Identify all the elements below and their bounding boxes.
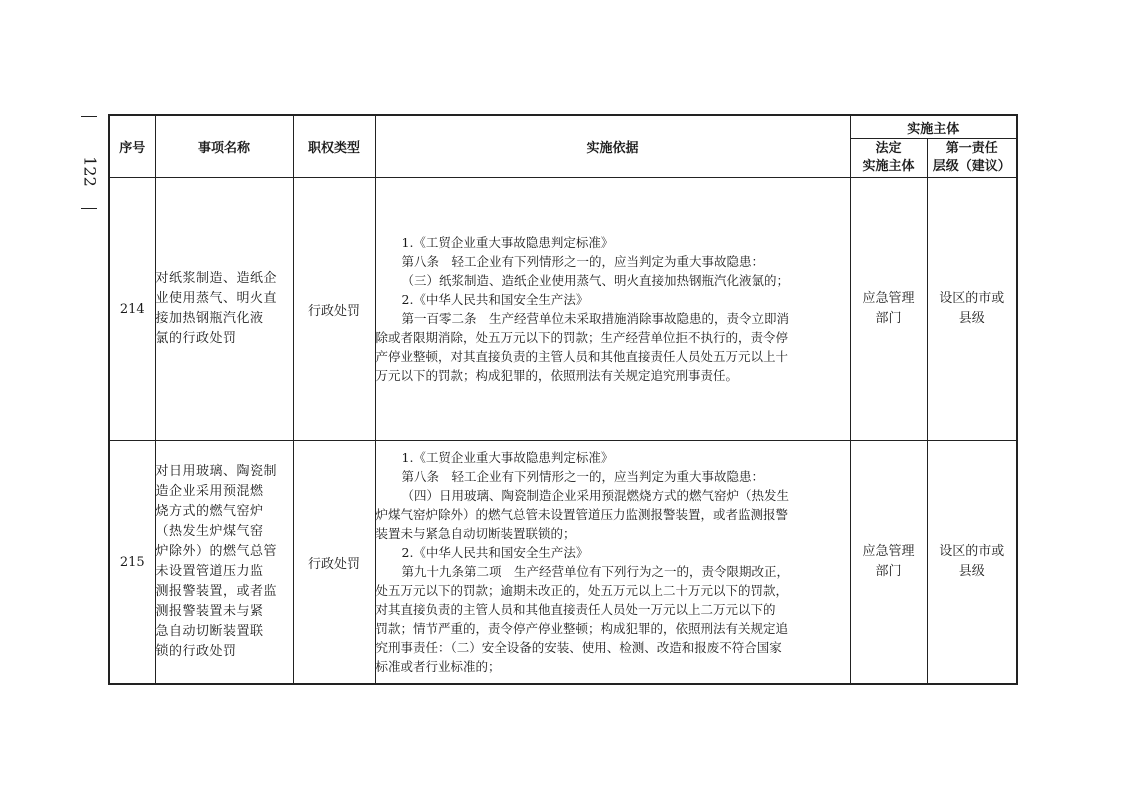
row-responsibility-level bbox=[927, 178, 1017, 441]
row-power-type: 行政处罚 bbox=[293, 441, 375, 685]
item-name-line: 氯的行政处罚 bbox=[155, 331, 237, 346]
page-number-text: 122 bbox=[80, 156, 100, 187]
header-subject-group: 实施主体 bbox=[850, 115, 1017, 139]
level-line: 设区的市或 bbox=[939, 291, 1005, 306]
page-number bbox=[70, 112, 110, 222]
header-first-responsibility-line2: 层级（建议） bbox=[932, 159, 1011, 174]
basis-line: 1.《工贸企业重大事故隐患判定标准》 bbox=[401, 450, 614, 465]
header-legal-subject bbox=[850, 139, 927, 178]
row-legal-subject bbox=[850, 441, 927, 685]
basis-line: 第八条 轻工企业有下列情形之一的，应当判定为重大事故隐患： bbox=[401, 254, 765, 269]
item-name-line: 急自动切断装置联 bbox=[155, 624, 264, 639]
legal-subject-line: 部门 bbox=[875, 311, 902, 326]
header-first-responsibility-line1: 第一责任 bbox=[945, 141, 998, 156]
item-name-line: 未设置管道压力监 bbox=[155, 564, 264, 579]
table-header-row-1 bbox=[109, 115, 1017, 139]
legal-subject-line: 应急管理 bbox=[862, 544, 915, 559]
page-number-dash-bottom bbox=[81, 208, 97, 209]
table-row bbox=[109, 441, 1017, 685]
basis-line: 炉煤气窑炉除外）的燃气总管未设置管道压力监测报警装置，或者监测报警 bbox=[375, 507, 789, 522]
item-name-line: 对纸浆制造、造纸企 bbox=[155, 271, 278, 286]
item-name-line: 测报警装置未与紧 bbox=[155, 604, 264, 619]
row-responsibility-level bbox=[927, 441, 1017, 685]
basis-line: 第九十九条第二项 生产经营单位有下列行为之一的，责令限期改正， bbox=[401, 564, 790, 579]
item-name-line: 对日用玻璃、陶瓷制 bbox=[155, 464, 278, 479]
header-legal-subject-line1: 法定 bbox=[875, 141, 902, 156]
basis-line: 对其直接负责的主管人员和其他直接责任人员处一万元以上二万元以下的 bbox=[375, 602, 776, 617]
basis-line: 产停业整顿，对其直接负责的主管人员和其他直接责任人员处五万元以上十 bbox=[375, 349, 789, 364]
level-line: 设区的市或 bbox=[939, 544, 1005, 559]
basis-line: 1.《工贸企业重大事故隐患判定标准》 bbox=[401, 235, 614, 250]
item-name-line: 接加热钢瓶汽化液 bbox=[155, 311, 264, 326]
header-index: 序号 bbox=[109, 115, 155, 178]
header-legal-subject-line2: 实施主体 bbox=[862, 159, 915, 174]
basis-line: 罚款；情节严重的，责令停产停业整顿；构成犯罪的，依照刑法有关规定追 bbox=[375, 621, 789, 636]
row-index: 215 bbox=[109, 441, 155, 685]
row-basis bbox=[375, 441, 850, 685]
row-index: 214 bbox=[109, 178, 155, 441]
row-item-name bbox=[155, 178, 293, 441]
item-name-line: 造企业采用预混燃 bbox=[155, 484, 264, 499]
table-row bbox=[109, 178, 1017, 441]
header-basis: 实施依据 bbox=[375, 115, 850, 178]
basis-line: 装置未与紧急自动切断装置联锁的； bbox=[375, 526, 576, 541]
item-name-line: 业使用蒸气、明火直 bbox=[155, 291, 278, 306]
header-power-type: 职权类型 bbox=[293, 115, 375, 178]
item-name-line: 烧方式的燃气窑炉 bbox=[155, 504, 264, 519]
basis-line: 标准或者行业标准的； bbox=[375, 659, 501, 674]
item-name-line: 测报警装置，或者监 bbox=[155, 584, 278, 599]
row-legal-subject bbox=[850, 178, 927, 441]
enforcement-items-table bbox=[108, 114, 1018, 685]
basis-line: （四）日用玻璃、陶瓷制造企业采用预混燃烧方式的燃气窑炉（热发生 bbox=[401, 488, 790, 503]
level-line: 县级 bbox=[958, 311, 985, 326]
item-name-line: 锁的行政处罚 bbox=[155, 644, 237, 659]
row-item-name bbox=[155, 441, 293, 685]
page-number-dash-top bbox=[81, 116, 97, 117]
basis-line: 除或者限期消除，处五万元以下的罚款；生产经营单位拒不执行的，责令停 bbox=[375, 330, 789, 345]
basis-line: 第一百零二条 生产经营单位未采取措施消除事故隐患的，责令立即消 bbox=[401, 311, 790, 326]
basis-line: 万元以下的罚款；构成犯罪的，依照刑法有关规定追究刑事责任。 bbox=[375, 368, 739, 383]
header-item-name: 事项名称 bbox=[155, 115, 293, 178]
basis-line: 2.《中华人民共和国安全生产法》 bbox=[401, 292, 589, 307]
legal-subject-line: 部门 bbox=[875, 564, 902, 579]
level-line: 县级 bbox=[958, 564, 985, 579]
item-name-line: 炉除外）的燃气总管 bbox=[155, 544, 278, 559]
header-first-responsibility bbox=[927, 139, 1017, 178]
basis-line: （三）纸浆制造、造纸企业使用蒸气、明火直接加热钢瓶汽化液氯的； bbox=[401, 273, 790, 288]
item-name-line: （热发生炉煤气窑 bbox=[155, 524, 264, 539]
basis-line: 处五万元以下的罚款；逾期未改正的，处五万元以上二十万元以下的罚款， bbox=[375, 583, 789, 598]
legal-subject-line: 应急管理 bbox=[862, 291, 915, 306]
basis-line: 究刑事责任：（二）安全设备的安装、使用、检测、改造和报废不符合国家 bbox=[375, 640, 782, 655]
basis-line: 2.《中华人民共和国安全生产法》 bbox=[401, 545, 589, 560]
row-basis bbox=[375, 178, 850, 441]
row-power-type: 行政处罚 bbox=[293, 178, 375, 441]
basis-line: 第八条 轻工企业有下列情形之一的，应当判定为重大事故隐患： bbox=[401, 469, 765, 484]
